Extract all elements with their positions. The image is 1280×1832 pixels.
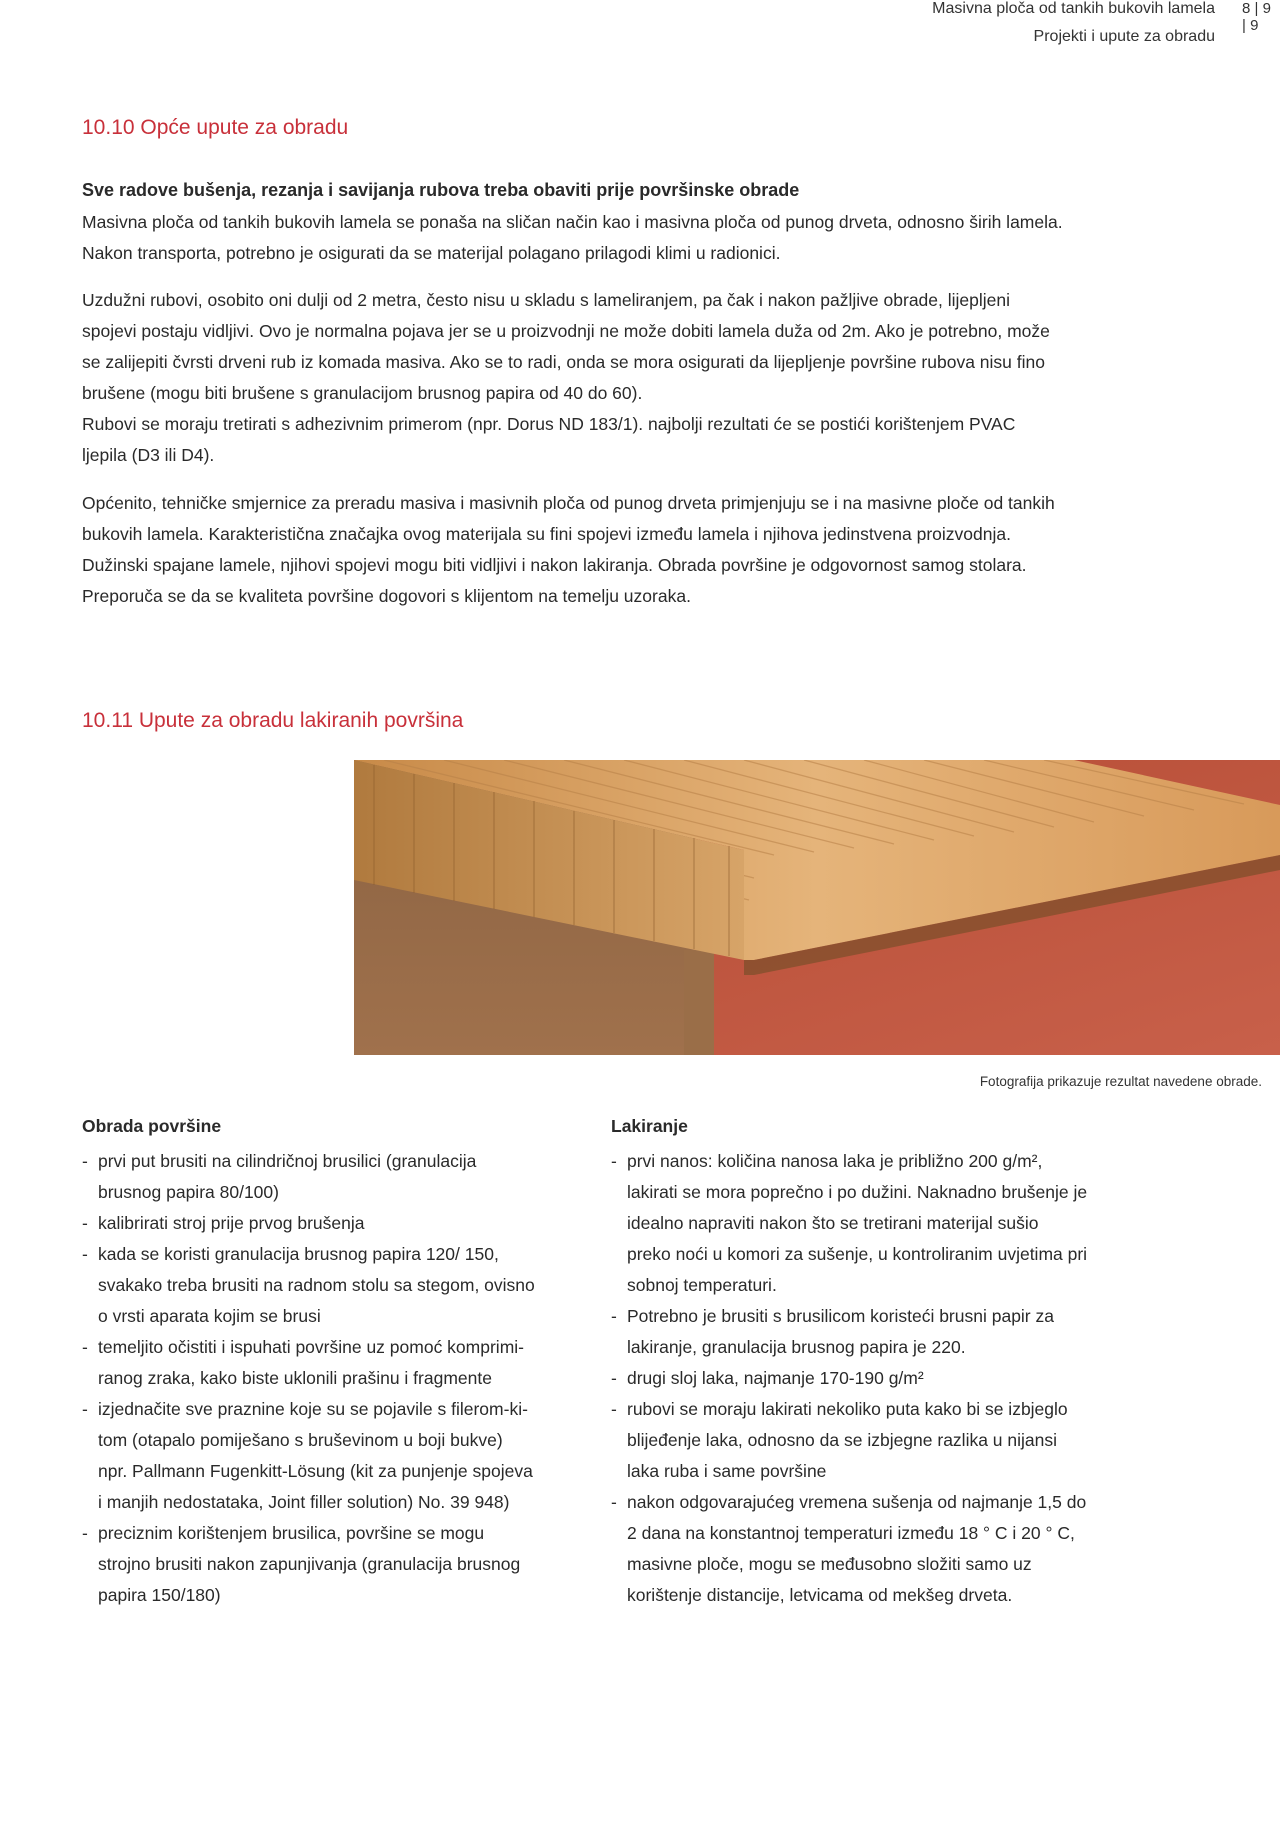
- paragraph-1: [82, 207, 1182, 269]
- section-heading-10-11: 10.11 Upute za obradu lakiranih površina: [82, 709, 464, 732]
- photo-caption: Fotografija prikazuje rezultat navedene obrade.: [979, 1074, 1262, 1089]
- column-title: Obrada površine: [82, 1116, 222, 1136]
- column-title: Lakiranje: [611, 1116, 688, 1136]
- text-line: Nakon transporta, potrebno je osigurati da se materijal polagano prilagodi klimi u radionici.: [82, 243, 781, 263]
- text-line: brušene (mogu biti brušene s granulacijom brusnog papira od 40 do 60).: [82, 383, 643, 403]
- section-heading-10-10: 10.10 Opće upute za obradu: [82, 116, 349, 139]
- text-line: se zalijepiti čvrsti drveni rub iz komada masiva. Ako se to radi, onda se mora osigurati da lijepljenje površine rubova nisu fino: [82, 352, 1045, 372]
- list-item: - prvi nanos: količina nanosa laka je približno 200 g/m², lakirati se mora poprečno i po dužini. Naknadno brušenje je idealno napraviti nakon što se tretirani materijal sušio preko noći u komori za sušenje, u kontroliranim uvjetima pri sobnoj temperaturi.: [611, 1146, 1171, 1301]
- lacquering-column: [611, 1112, 1171, 1611]
- page-header: [0, 0, 1280, 60]
- page-number-top: 8 | 9: [1242, 0, 1271, 17]
- lead-sentence: Sve radove bušenja, rezanja i savijanja rubova treba obaviti prije površinske obrade: [82, 180, 800, 200]
- text-line: Dužinski spajane lamele, njihovi spojevi mogu biti vidljivi i nakon lakiranja. Obrada površine je odgovornost samog stolara.: [82, 555, 1027, 575]
- text-line: Rubovi se moraju tretirati s adhezivnim primerom (npr. Dorus ND 183/1). najbolji rezultati će se postići korištenjem PVAC: [82, 414, 1016, 434]
- list-item: - drugi sloj laka, najmanje 170-190 g/m²: [611, 1363, 1171, 1394]
- paragraph-2: [82, 285, 1182, 471]
- header-title: Masivna ploča od tankih bukovih lamela: [932, 0, 1215, 17]
- text-line: spojevi postaju vidljivi. Ovo je normalna pojava jer se u proizvodnji ne može dobiti lamela duža od 2m. Ako je potrebno, može: [82, 321, 1050, 341]
- text-line: ljepila (D3 ili D4).: [82, 445, 215, 465]
- header-subtitle: Projekti i upute za obradu: [1033, 28, 1215, 45]
- list-item: - kalibrirati stroj prije prvog brušenja: [82, 1208, 602, 1239]
- list-item: - izjednačite sve praznine koje su se pojavile s filerom-ki- tom (otapalo pomiješano s bruševinom u boji bukve) npr. Pallmann Fugenkitt-Lösung (kit za punjenje spojeva i manjih nedostataka, Joint filler solution) No. 39 948): [82, 1394, 602, 1518]
- lacquering-list: [611, 1146, 1171, 1611]
- surface-treatment-column: [82, 1112, 602, 1611]
- surface-treatment-list: [82, 1146, 602, 1611]
- text-line: Općenito, tehničke smjernice za preradu masiva i masivnih ploča od punog drveta primjenjuju se i na masivne ploče od tankih: [82, 493, 1055, 513]
- paragraph-3: [82, 488, 1182, 612]
- list-item: - rubovi se moraju lakirati nekoliko puta kako bi se izbjeglo blijeđenje laka, odnosno da se izbjegne razlika u nijansi laka ruba i same površine: [611, 1394, 1171, 1487]
- list-item: - prvi put brusiti na cilindričnoj brusilici (granulacija brusnog papira 80/100): [82, 1146, 602, 1208]
- wood-panel-photo: [354, 760, 1280, 1055]
- list-item: - nakon odgovarajućeg vremena sušenja od najmanje 1,5 do 2 dana na konstantnoj temperaturi između 18 ° C i 20 ° C, masivne ploče, mogu se međusobno složiti samo uz korištenje distancije, letvicama od mekšeg drveta.: [611, 1487, 1171, 1611]
- text-line: bukovih lamela. Karakteristična značajka ovog materijala su fini spojevi između lamela i njihova jedinstvena proizvodnja.: [82, 524, 1011, 544]
- list-item: - kada se koristi granulacija brusnog papira 120/ 150, svakako treba brusiti na radnom stolu sa stegom, ovisno o vrsti aparata kojim se brusi: [82, 1239, 602, 1332]
- page-number-bottom: | 9: [1242, 17, 1259, 34]
- text-line: Preporuča se da se kvaliteta površine dogovori s klijentom na temelju uzoraka.: [82, 586, 691, 606]
- text-line: Masivna ploča od tankih bukovih lamela se ponaša na sličan način kao i masivna ploča od punog drveta, odnosno širih lamela.: [82, 212, 1063, 232]
- list-item: - Potrebno je brusiti s brusilicom koristeći brusni papir za lakiranje, granulacija brusnog papira je 220.: [611, 1301, 1171, 1363]
- text-line: Uzdužni rubovi, osobito oni dulji od 2 metra, često nisu u skladu s lameliranjem, pa čak i nakon pažljive obrade, lijepljeni: [82, 290, 1010, 310]
- list-item: - temeljito očistiti i ispuhati površine uz pomoć komprimi- ranog zraka, kako biste uklonili prašinu i fragmente: [82, 1332, 602, 1394]
- list-item: - preciznim korištenjem brusilica, površine se mogu strojno brusiti nakon zapunjivanja (granulacija brusnog papira 150/180): [82, 1518, 602, 1611]
- page-number: [1242, 0, 1271, 34]
